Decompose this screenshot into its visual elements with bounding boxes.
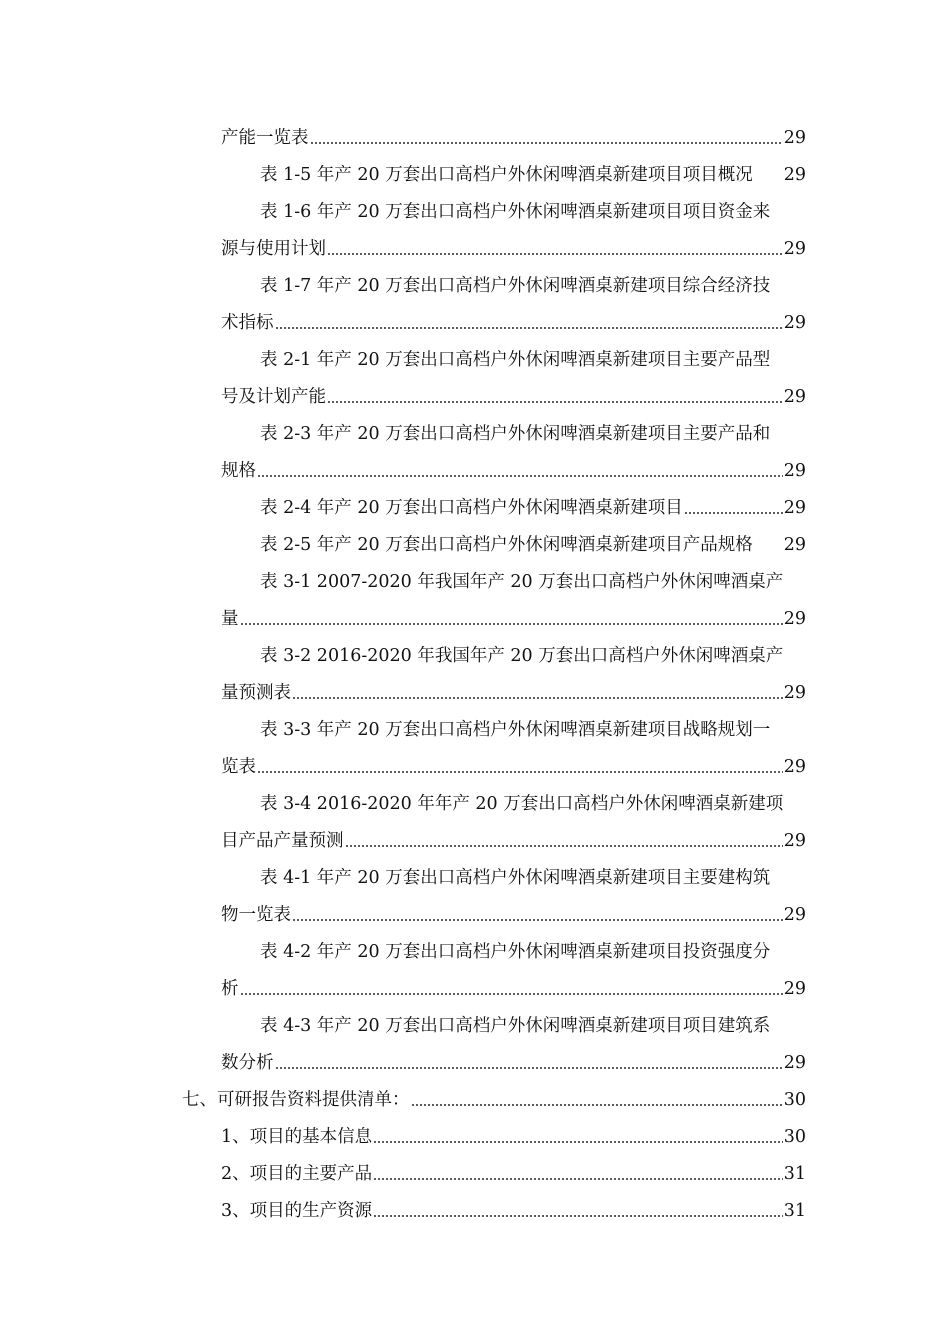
toc-entry[interactable]	[260, 527, 806, 557]
toc-page-number: 29	[783, 461, 806, 481]
toc-entry-title: 2、项目的主要产品	[221, 1164, 373, 1184]
toc-leader-dots	[240, 618, 783, 626]
toc-entry-title: 览表	[221, 757, 256, 777]
toc-page-number: 30	[783, 1127, 806, 1147]
toc-entry[interactable]	[221, 971, 806, 1001]
toc-entry-title: 目产品产量预测	[221, 831, 344, 851]
toc-leader-dots	[684, 507, 783, 515]
toc-leader-dots	[411, 1099, 783, 1107]
toc-entry[interactable]	[221, 1045, 806, 1075]
toc-entry-title: 3、项目的生产资源	[221, 1201, 373, 1221]
toc-page-number: 29	[783, 498, 806, 518]
toc-entry-title: 量预测表	[221, 683, 291, 703]
toc-entry[interactable]	[260, 268, 806, 298]
toc-entry-title: 术指标	[221, 313, 274, 333]
toc-entry[interactable]	[260, 157, 806, 187]
toc-entry[interactable]	[260, 638, 806, 668]
toc-entry-title: 1、项目的基本信息	[221, 1127, 373, 1147]
toc-entry-title: 表 2-5 年产 20 万套出口高档户外休闲啤酒桌新建项目产品规格	[260, 535, 753, 555]
toc-entry-title: 产能一览表	[221, 128, 309, 148]
toc-entry[interactable]	[221, 231, 806, 261]
toc-entry-title: 号及计划产能	[221, 387, 326, 407]
toc-page-number: 29	[783, 535, 806, 555]
toc-leader-dots	[754, 174, 783, 182]
toc-entry-title: 表 3-4 2016-2020 年年产 20 万套出口高档户外休闲啤酒桌新建项	[260, 794, 784, 814]
toc-page-number: 29	[783, 757, 806, 777]
toc-leader-dots	[257, 470, 783, 478]
toc-entry-title: 表 4-3 年产 20 万套出口高档户外休闲啤酒桌新建项目项目建筑系	[260, 1016, 771, 1036]
toc-entry-title: 表 3-2 2016-2020 年我国年产 20 万套出口高档户外休闲啤酒桌产	[260, 646, 784, 666]
toc-entry[interactable]	[260, 564, 806, 594]
toc-entry-title: 表 3-3 年产 20 万套出口高档户外休闲啤酒桌新建项目战略规划一	[260, 720, 771, 740]
toc-entry[interactable]	[260, 860, 806, 890]
toc-entry-title: 表 1-7 年产 20 万套出口高档户外休闲啤酒桌新建项目综合经济技	[260, 276, 771, 296]
toc-entry[interactable]	[260, 416, 806, 446]
toc-entry[interactable]	[221, 1119, 806, 1149]
toc-entry[interactable]	[221, 305, 806, 335]
toc-leader-dots	[373, 1173, 783, 1181]
toc-page-number: 29	[783, 683, 806, 703]
toc-entry[interactable]	[221, 823, 806, 853]
toc-entry-title: 表 2-1 年产 20 万套出口高档户外休闲啤酒桌新建项目主要产品型	[260, 350, 771, 370]
toc-entry[interactable]	[221, 1156, 806, 1186]
toc-page-number: 29	[783, 831, 806, 851]
toc-page-number: 31	[783, 1164, 806, 1184]
toc-entry-title: 物一览表	[221, 905, 291, 925]
toc-entry[interactable]	[221, 453, 806, 483]
toc-entry-title: 表 3-1 2007-2020 年我国年产 20 万套出口高档户外休闲啤酒桌产	[260, 572, 784, 592]
toc-page-number: 31	[783, 1201, 806, 1221]
toc-entry-title: 析	[221, 979, 239, 999]
toc-entry[interactable]	[260, 786, 806, 816]
toc-leader-dots	[373, 1210, 783, 1218]
toc-leader-dots	[327, 396, 783, 404]
toc-leader-dots	[240, 988, 783, 996]
toc-leader-dots	[754, 544, 783, 552]
toc-entry[interactable]	[260, 342, 806, 372]
toc-entry-title: 表 1-6 年产 20 万套出口高档户外休闲啤酒桌新建项目项目资金来	[260, 202, 771, 222]
toc-entry[interactable]	[260, 712, 806, 742]
toc-leader-dots	[373, 1136, 783, 1144]
toc-entry[interactable]	[221, 379, 806, 409]
toc-leader-dots	[327, 248, 783, 256]
toc-entry-title: 源与使用计划	[221, 239, 326, 259]
toc-entry[interactable]	[260, 1008, 806, 1038]
toc-entry[interactable]	[221, 897, 806, 927]
toc-entry[interactable]	[182, 1082, 806, 1112]
toc-page-number: 29	[783, 165, 806, 185]
toc-page-number: 29	[783, 387, 806, 407]
toc-entry[interactable]	[221, 749, 806, 779]
toc-page-number: 29	[783, 905, 806, 925]
toc-entry-title: 表 2-3 年产 20 万套出口高档户外休闲啤酒桌新建项目主要产品和	[260, 424, 771, 444]
toc-page-number: 29	[783, 1053, 806, 1073]
toc-leader-dots	[292, 914, 783, 922]
toc-entry[interactable]	[260, 934, 806, 964]
toc-entry-title: 表 1-5 年产 20 万套出口高档户外休闲啤酒桌新建项目项目概况	[260, 165, 753, 185]
toc-page-number: 29	[783, 239, 806, 259]
toc-entry-title: 表 2-4 年产 20 万套出口高档户外休闲啤酒桌新建项目	[260, 498, 683, 518]
toc-page-number: 29	[783, 979, 806, 999]
toc-entry[interactable]	[260, 490, 806, 520]
toc-entry-title: 七、可研报告资料提供清单：	[182, 1090, 410, 1110]
toc-entry-title: 规格	[221, 461, 256, 481]
toc-leader-dots	[275, 322, 783, 330]
toc-entry-title: 表 4-1 年产 20 万套出口高档户外休闲啤酒桌新建项目主要建构筑	[260, 868, 771, 888]
toc-entry[interactable]	[221, 675, 806, 705]
toc-leader-dots	[345, 840, 783, 848]
toc-entry[interactable]	[260, 194, 806, 224]
toc-leader-dots	[292, 692, 783, 700]
toc-entry-title: 表 4-2 年产 20 万套出口高档户外休闲啤酒桌新建项目投资强度分	[260, 942, 771, 962]
toc-page-number: 29	[783, 313, 806, 333]
toc-entry[interactable]	[221, 601, 806, 631]
toc-entry[interactable]	[221, 1193, 806, 1223]
toc-entry-title: 数分析	[221, 1053, 274, 1073]
toc-leader-dots	[257, 766, 783, 774]
toc-leader-dots	[310, 137, 783, 145]
toc-entry[interactable]	[221, 120, 806, 150]
toc-page-number: 30	[783, 1090, 806, 1110]
toc-page-number: 29	[783, 128, 806, 148]
toc-entry-title: 量	[221, 609, 239, 629]
toc-leader-dots	[275, 1062, 783, 1070]
toc-page-number: 29	[783, 609, 806, 629]
